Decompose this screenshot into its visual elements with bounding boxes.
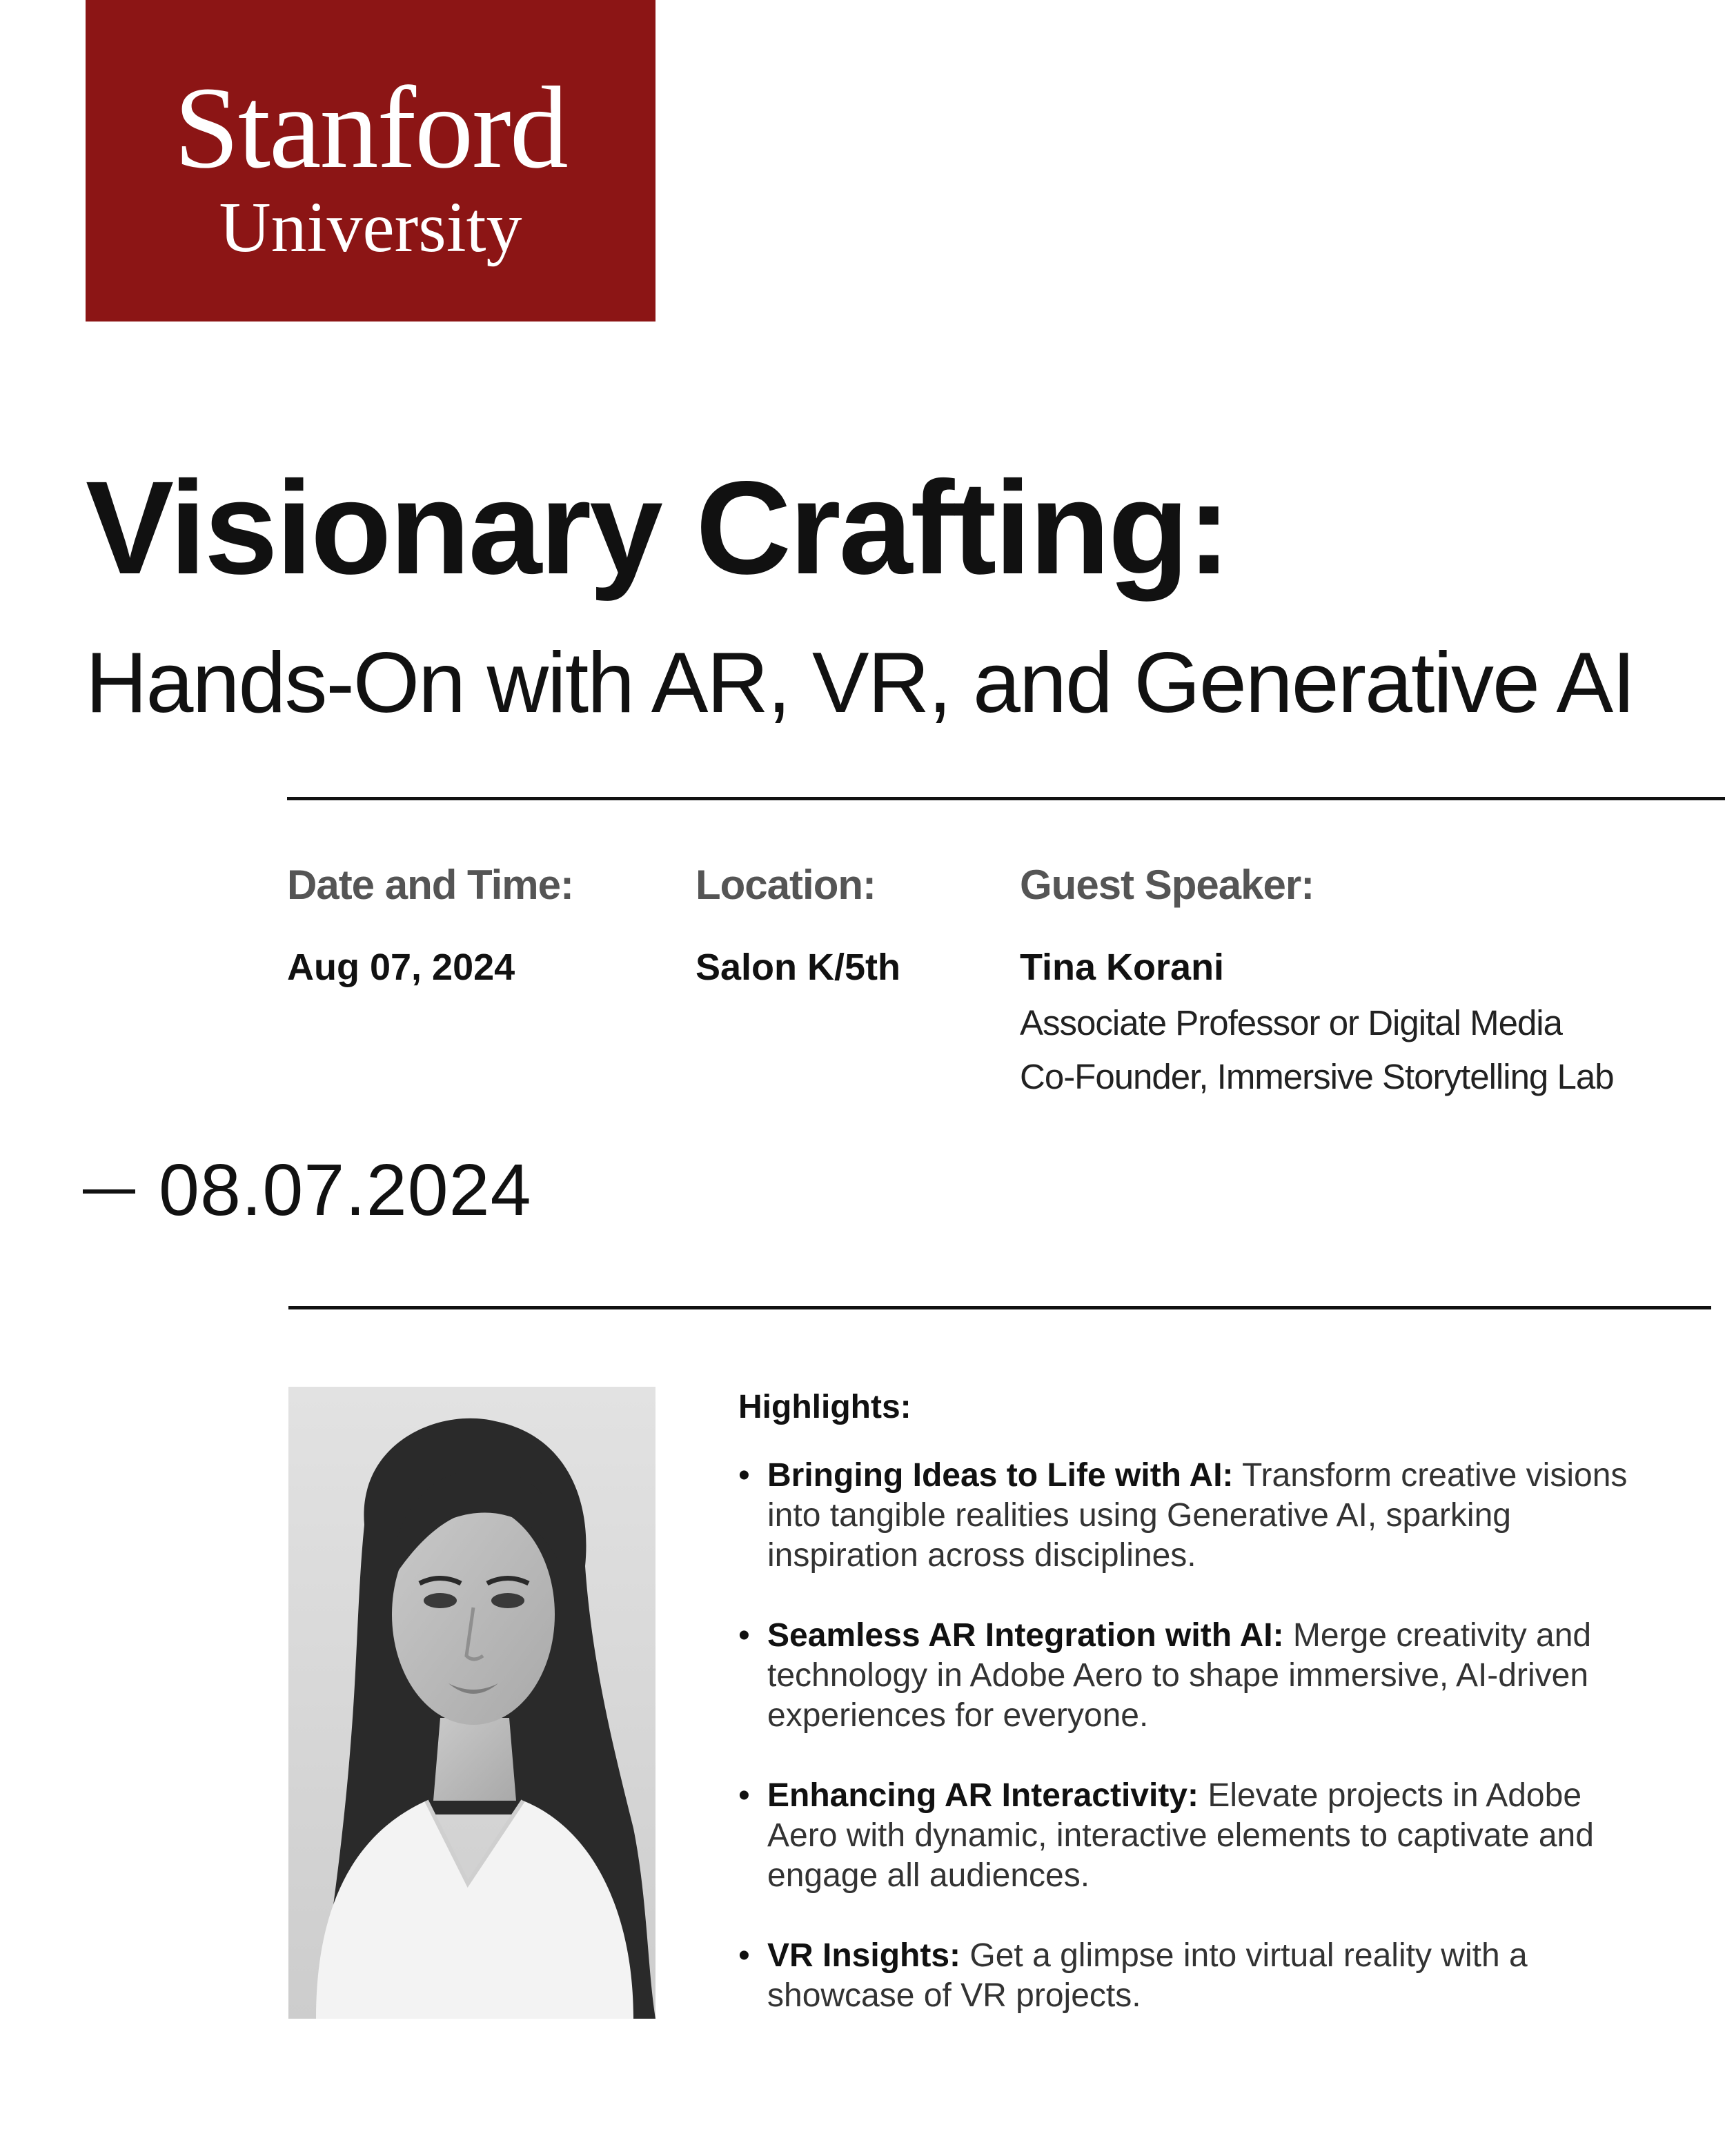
date-value: Aug 07, 2024	[287, 947, 515, 988]
logo-line-stanford: Stanford	[174, 63, 567, 192]
highlights-title: Highlights:	[738, 1389, 911, 1425]
highlights-list	[738, 1456, 1635, 2056]
event-subtitle: Hands-On with AR, VR, and Generative AI	[86, 635, 1635, 731]
list-item	[738, 1616, 1635, 1736]
dash-mark	[83, 1189, 135, 1194]
location-label: Location:	[696, 862, 876, 908]
date-line	[83, 1149, 532, 1232]
divider-top	[287, 797, 1725, 800]
event-title: Visionary Crafting:	[86, 453, 1230, 602]
location-value: Salon K/5th	[696, 947, 901, 988]
speaker-role-1: Associate Professor or Digital Media	[1020, 1003, 1563, 1042]
highlight-text: Transform creative visions into tangible realities using Generative AI, sparking inspiration across disciplines.	[767, 1457, 1628, 1574]
bullet-icon: •	[738, 1617, 750, 1654]
list-item	[738, 1776, 1635, 1896]
stanford-logo	[86, 0, 656, 322]
bullet-icon: •	[738, 1937, 750, 1974]
speaker-photo	[288, 1387, 656, 2019]
highlight-heading: VR Insights:	[767, 1937, 961, 1974]
highlight-text: Merge creativity and technology in Adobe Aero to shape immersive, AI-driven experiences for everyone.	[767, 1617, 1592, 1734]
speaker-role-2: Co-Founder, Immersive Storytelling Lab	[1020, 1057, 1614, 1096]
speaker-label: Guest Speaker:	[1020, 862, 1314, 908]
speaker-portrait-icon	[288, 1387, 656, 2019]
date-label: Date and Time:	[287, 862, 573, 908]
highlight-heading: Seamless AR Integration with AI:	[767, 1617, 1284, 1654]
highlight-heading: Bringing Ideas to Life with AI:	[767, 1457, 1234, 1494]
list-item	[738, 1936, 1635, 2016]
list-item	[738, 1456, 1635, 1576]
highlight-heading: Enhancing AR Interactivity:	[767, 1777, 1199, 1814]
speaker-name: Tina Korani	[1020, 947, 1225, 988]
highlight-text: Elevate projects in Adobe Aero with dynamic, interactive elements to captivate and engage all audiences.	[767, 1777, 1594, 1894]
logo-line-university: University	[219, 188, 522, 267]
bullet-icon: •	[738, 1457, 750, 1494]
date-line-text: 08.07.2024	[159, 1149, 532, 1231]
bullet-icon: •	[738, 1777, 750, 1814]
highlight-text: Get a glimpse into virtual reality with a showcase of VR projects.	[767, 1937, 1528, 2014]
divider-bottom	[288, 1306, 1711, 1309]
